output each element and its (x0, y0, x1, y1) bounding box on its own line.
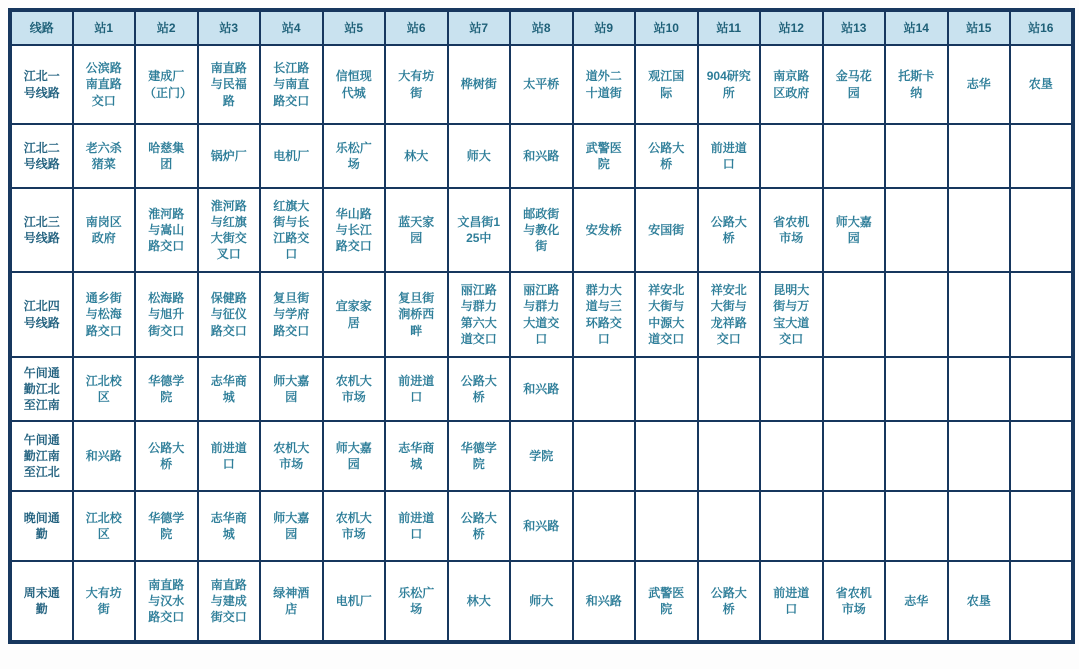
station-cell: 乐松广场 (385, 561, 448, 642)
station-cell: 前进道口 (198, 421, 261, 491)
station-cell: 和兴路 (510, 491, 573, 561)
station-cell: 安发桥 (573, 188, 636, 272)
station-cell: 红旗大街与长江路交口 (260, 188, 323, 272)
station-cell: 通乡街与松海路交口 (73, 272, 136, 357)
station-cell: 乐松广场 (323, 124, 386, 188)
table-row (10, 45, 1073, 124)
station-cell: 志华 (885, 561, 948, 642)
station-cell: 公滨路南直路交口 (73, 45, 136, 124)
station-cell: 丽江路与群力大道交口 (510, 272, 573, 357)
empty-cell (823, 272, 886, 357)
empty-cell (885, 421, 948, 491)
col-header-station-2: 站2 (135, 10, 198, 45)
station-cell: 信恒现代城 (323, 45, 386, 124)
station-cell: 蓝天家园 (385, 188, 448, 272)
station-cell: 志华商城 (385, 421, 448, 491)
empty-cell (948, 357, 1011, 421)
station-cell: 公路大桥 (698, 561, 761, 642)
station-cell: 华山路与长江路交口 (323, 188, 386, 272)
station-cell: 绿神酒店 (260, 561, 323, 642)
station-cell: 松海路与旭升街交口 (135, 272, 198, 357)
empty-cell (698, 421, 761, 491)
table-row (10, 491, 1073, 561)
col-header-station-4: 站4 (260, 10, 323, 45)
empty-cell (698, 357, 761, 421)
station-cell: 农垦 (948, 561, 1011, 642)
empty-cell (823, 124, 886, 188)
station-cell: 复旦街涧桥西畔 (385, 272, 448, 357)
empty-cell (885, 124, 948, 188)
col-header-station-8: 站8 (510, 10, 573, 45)
station-cell: 和兴路 (510, 357, 573, 421)
station-cell: 宜家家居 (323, 272, 386, 357)
col-header-station-7: 站7 (448, 10, 511, 45)
empty-cell (1010, 188, 1073, 272)
station-cell: 省农机市场 (760, 188, 823, 272)
station-cell: 道外二十道街 (573, 45, 636, 124)
station-cell: 和兴路 (73, 421, 136, 491)
station-cell: 锅炉厂 (198, 124, 261, 188)
route-name-cell: 江北四号线路 (10, 272, 73, 357)
station-cell: 淮河路与嵩山路交口 (135, 188, 198, 272)
empty-cell (948, 491, 1011, 561)
empty-cell (1010, 272, 1073, 357)
table-row (10, 561, 1073, 642)
table-body (10, 45, 1073, 642)
station-cell: 托斯卡纳 (885, 45, 948, 124)
empty-cell (823, 491, 886, 561)
route-name-cell: 晚间通勤 (10, 491, 73, 561)
route-name-cell: 江北三号线路 (10, 188, 73, 272)
empty-cell (885, 491, 948, 561)
col-header-station-12: 站12 (760, 10, 823, 45)
col-header-station-9: 站9 (573, 10, 636, 45)
empty-cell (1010, 421, 1073, 491)
empty-cell (948, 421, 1011, 491)
station-cell: 农垦 (1010, 45, 1073, 124)
station-cell: 和兴路 (573, 561, 636, 642)
station-cell: 志华商城 (198, 491, 261, 561)
col-header-station-10: 站10 (635, 10, 698, 45)
table-row (10, 357, 1073, 421)
station-cell: 金马花园 (823, 45, 886, 124)
station-cell: 群力大道与三环路交口 (573, 272, 636, 357)
station-cell: 华德学院 (135, 491, 198, 561)
station-cell: 祥安北大街与龙祥路交口 (698, 272, 761, 357)
station-cell: 保健路与征仪路交口 (198, 272, 261, 357)
station-cell: 志华商城 (198, 357, 261, 421)
station-cell: 华德学院 (135, 357, 198, 421)
station-cell: 桦树街 (448, 45, 511, 124)
station-cell: 武警医院 (635, 561, 698, 642)
empty-cell (948, 188, 1011, 272)
station-cell: 农机大市场 (323, 491, 386, 561)
station-cell: 南岗区政府 (73, 188, 136, 272)
station-cell: 师大嘉园 (323, 421, 386, 491)
station-cell: 农机大市场 (260, 421, 323, 491)
col-header-station-15: 站15 (948, 10, 1011, 45)
station-cell: 公路大桥 (635, 124, 698, 188)
empty-cell (635, 357, 698, 421)
station-cell: 农机大市场 (323, 357, 386, 421)
station-cell: 祥安北大街与中源大道交口 (635, 272, 698, 357)
station-cell: 前进道口 (385, 491, 448, 561)
route-name-cell: 午间通勤江南至江北 (10, 421, 73, 491)
col-header-station-16: 站16 (1010, 10, 1073, 45)
table-row (10, 124, 1073, 188)
station-cell: 南直路与民福路 (198, 45, 261, 124)
station-cell: 省农机市场 (823, 561, 886, 642)
col-header-station-6: 站6 (385, 10, 448, 45)
empty-cell (885, 272, 948, 357)
route-name-cell: 江北二号线路 (10, 124, 73, 188)
station-cell: 长江路与南直路交口 (260, 45, 323, 124)
station-cell: 师大嘉园 (260, 357, 323, 421)
empty-cell (885, 188, 948, 272)
empty-cell (573, 421, 636, 491)
table-row (10, 188, 1073, 272)
route-name-cell: 周末通勤 (10, 561, 73, 642)
col-header-station-3: 站3 (198, 10, 261, 45)
station-cell: 前进道口 (385, 357, 448, 421)
col-header-station-1: 站1 (73, 10, 136, 45)
empty-cell (948, 124, 1011, 188)
col-header-station-11: 站11 (698, 10, 761, 45)
station-cell: 丽江路与群力第六大道交口 (448, 272, 511, 357)
station-cell: 南直路与建成街交口 (198, 561, 261, 642)
empty-cell (573, 357, 636, 421)
station-cell: 志华 (948, 45, 1011, 124)
station-cell: 公路大桥 (698, 188, 761, 272)
station-cell: 师大 (448, 124, 511, 188)
station-cell: 昆明大街与万宝大道交口 (760, 272, 823, 357)
station-cell: 电机厂 (260, 124, 323, 188)
empty-cell (573, 491, 636, 561)
station-cell: 建成厂（正门） (135, 45, 198, 124)
empty-cell (823, 421, 886, 491)
station-cell: 林大 (385, 124, 448, 188)
station-cell: 南京路区政府 (760, 45, 823, 124)
station-cell: 江北校区 (73, 357, 136, 421)
station-cell: 师大 (510, 561, 573, 642)
station-cell: 大有坊街 (73, 561, 136, 642)
route-name-cell: 江北一号线路 (10, 45, 73, 124)
station-cell: 华德学院 (448, 421, 511, 491)
empty-cell (948, 272, 1011, 357)
empty-cell (1010, 491, 1073, 561)
station-cell: 老六杀猪菜 (73, 124, 136, 188)
station-cell: 前进道口 (760, 561, 823, 642)
col-header-station-5: 站5 (323, 10, 386, 45)
station-cell: 复旦街与学府路交口 (260, 272, 323, 357)
table-header-row (10, 10, 1073, 45)
station-cell: 和兴路 (510, 124, 573, 188)
station-cell: 江北校区 (73, 491, 136, 561)
station-cell: 观江国际 (635, 45, 698, 124)
empty-cell (760, 357, 823, 421)
station-cell: 电机厂 (323, 561, 386, 642)
empty-cell (760, 491, 823, 561)
station-cell: 904研究所 (698, 45, 761, 124)
station-cell: 文昌街125中 (448, 188, 511, 272)
station-cell: 哈慈集团 (135, 124, 198, 188)
empty-cell (635, 421, 698, 491)
route-name-cell: 午间通勤江北至江南 (10, 357, 73, 421)
empty-cell (698, 491, 761, 561)
station-cell: 淮河路与红旗大街交叉口 (198, 188, 261, 272)
col-header-station-13: 站13 (823, 10, 886, 45)
station-cell: 安国街 (635, 188, 698, 272)
empty-cell (885, 357, 948, 421)
station-cell: 太平桥 (510, 45, 573, 124)
station-cell: 大有坊街 (385, 45, 448, 124)
shuttle-route-table (8, 8, 1075, 644)
table-row (10, 421, 1073, 491)
station-cell: 师大嘉园 (823, 188, 886, 272)
empty-cell (635, 491, 698, 561)
empty-cell (1010, 561, 1073, 642)
station-cell: 南直路与汉水路交口 (135, 561, 198, 642)
col-header-route: 线路 (10, 10, 73, 45)
station-cell: 公路大桥 (135, 421, 198, 491)
station-cell: 武警医院 (573, 124, 636, 188)
station-cell: 邮政街与教化街 (510, 188, 573, 272)
station-cell: 学院 (510, 421, 573, 491)
empty-cell (760, 124, 823, 188)
station-cell: 林大 (448, 561, 511, 642)
empty-cell (823, 357, 886, 421)
station-cell: 前进道口 (698, 124, 761, 188)
station-cell: 师大嘉园 (260, 491, 323, 561)
col-header-station-14: 站14 (885, 10, 948, 45)
station-cell: 公路大桥 (448, 357, 511, 421)
empty-cell (1010, 124, 1073, 188)
station-cell: 公路大桥 (448, 491, 511, 561)
empty-cell (760, 421, 823, 491)
empty-cell (1010, 357, 1073, 421)
table-row (10, 272, 1073, 357)
